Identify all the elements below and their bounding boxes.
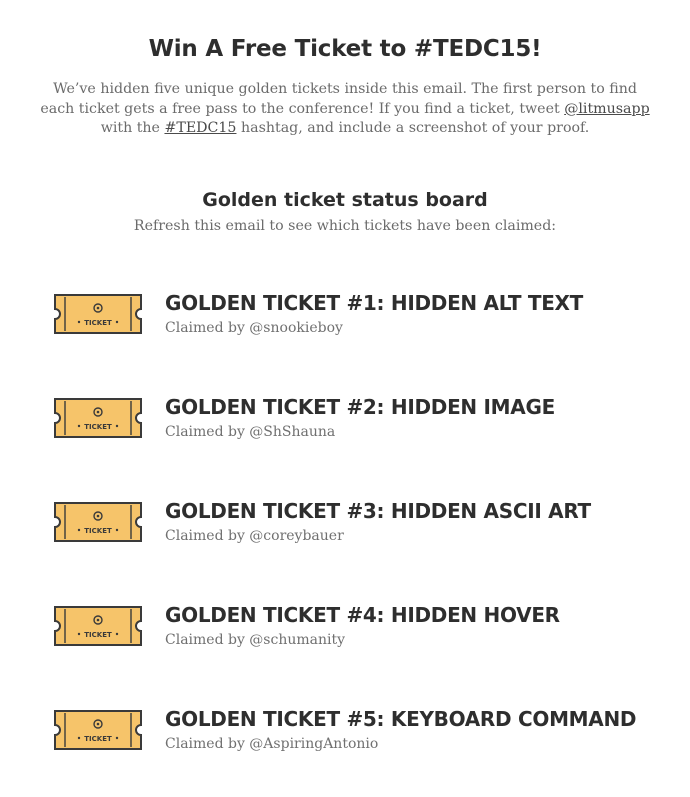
- ticket-5-title: GOLDEN TICKET #5: KEYBOARD COMMAND: [165, 707, 637, 731]
- tedc15-hashtag-link[interactable]: #TEDC15: [164, 120, 237, 136]
- ticket-icon-label: TICKET: [84, 527, 112, 535]
- intro-section: [40, 34, 650, 139]
- ticket-icon-label: TICKET: [84, 319, 112, 327]
- golden-ticket-icon: [52, 602, 144, 650]
- ticket-3-claimed-by: Claimed by @coreybauer: [165, 528, 344, 544]
- ticket-row-4: [52, 602, 672, 662]
- ticket-2-title: GOLDEN TICKET #2: HIDDEN IMAGE: [165, 395, 555, 419]
- ticket-4-title: GOLDEN TICKET #4: HIDDEN HOVER: [165, 603, 560, 627]
- intro-text-part-3: hashtag, and include a screenshot of your proof.: [236, 120, 590, 136]
- intro-paragraph: [40, 80, 650, 139]
- ticket-3-title: GOLDEN TICKET #3: HIDDEN ASCII ART: [165, 499, 591, 523]
- ticket-4-claimed-by: Claimed by @schumanity: [165, 632, 346, 648]
- litmusapp-link[interactable]: @litmusapp: [564, 100, 650, 117]
- ticket-row-5: [52, 706, 672, 766]
- ticket-row-1: [52, 290, 672, 350]
- status-board-title: Golden ticket status board: [202, 189, 488, 211]
- status-board-subtitle: Refresh this email to see which tickets have been claimed:: [133, 218, 557, 234]
- status-board-header: [40, 187, 650, 236]
- page-title: Win A Free Ticket to #TEDC15!: [148, 36, 542, 62]
- ticket-row-3: [52, 498, 672, 558]
- ticket-icon-label: TICKET: [84, 631, 112, 639]
- ticket-icon-label: TICKET: [84, 735, 112, 743]
- ticket-icon-label: TICKET: [84, 423, 112, 431]
- golden-ticket-icon: [52, 394, 144, 442]
- intro-text-part-2: with the: [100, 120, 165, 136]
- golden-ticket-icon: [52, 290, 144, 338]
- golden-ticket-icon: [52, 498, 144, 546]
- ticket-1-title: GOLDEN TICKET #1: HIDDEN ALT TEXT: [165, 291, 584, 315]
- golden-ticket-icon: [52, 706, 144, 754]
- intro-text-part-1: We’ve hidden five unique golden tickets inside this email. The first person to find each ticket gets a free pass to the conference! If you find a ticket, tweet: [40, 81, 637, 117]
- ticket-1-claimed-by: Claimed by @snookieboy: [165, 320, 343, 336]
- ticket-5-claimed-by: Claimed by @AspiringAntonio: [165, 736, 379, 752]
- ticket-2-claimed-by: Claimed by @ShShauna: [165, 424, 336, 440]
- ticket-row-2: [52, 394, 672, 454]
